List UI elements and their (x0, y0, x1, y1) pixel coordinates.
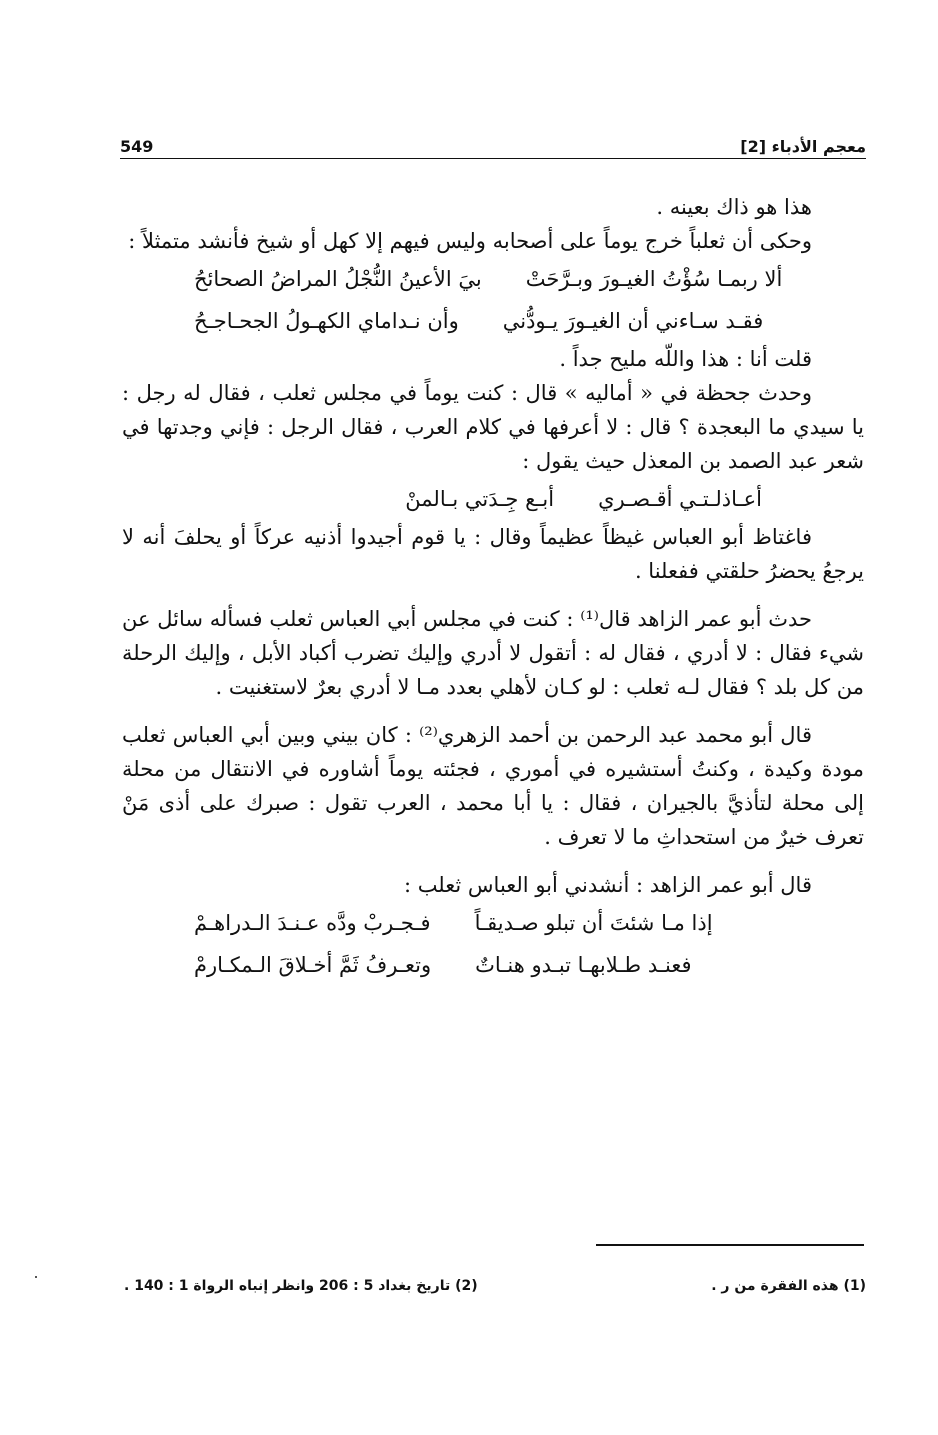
paragraph: هذا هو ذاك بعينه . (656, 195, 812, 219)
paragraph: قلت أنا : هذا واللّه مليح جداً . (559, 347, 812, 371)
verse-first-hemistich: فقـد سـاءني أن الغيـورَ يـودُّني (502, 309, 764, 333)
verse-line (122, 258, 864, 300)
verse-second-hemistich: وتعـرفُ ثَمَّ أخـلاقَ الـمكـارمْ (194, 953, 432, 977)
footnote-1: (1) هذه الفقرة من ر . (711, 1278, 866, 1294)
verse-second-hemistich: فـجـربْ ودَّه عـنـدَ الـدراهـمْ (194, 911, 431, 935)
verse-second-hemistich: أبـع جِـدَتي بـالمنْ (405, 487, 555, 511)
verse-second-hemistich: وأن نـداماي الكهـولُ الجحـاجـحُ (194, 309, 459, 333)
verse-first-hemistich: إذا مـا شئتَ أن تبلو صـديقـاً (474, 911, 713, 935)
paragraph: قال أبو عمر الزاهد : أنشدني أبو العباس ثعلب : (403, 873, 812, 897)
book-title: معجم الأدباء [2] (740, 137, 866, 156)
footnotes (124, 1278, 866, 1294)
footnote-rule (596, 1244, 864, 1246)
paragraph: فاغتاظ أبو العباس غيظاً عظيماً وقال : يا قوم أجيدوا أذنيه عركاً أو يحلفَ أنه لا يرجعُ يحضرُ حلقتي ففعلنا . (122, 525, 864, 583)
verse-line (122, 300, 864, 342)
verse-first-hemistich: فعنـد طـلابهـا تبـدو هنـاتٌ (475, 953, 692, 977)
header-rule (120, 158, 866, 159)
paragraph: وحدث جحظة في « أماليه » قال : كنت يوماً في مجلس ثعلب ، فقال له رجل : يا سيدي ما البعجدة ؟ قال : لا أعرفها في كلام العرب ، فقال الرجل : فإني وجدتها في شعر عبد الصمد بن المعذل حيث يقول : (122, 381, 864, 473)
scan-speck (35, 1276, 37, 1278)
paragraph: وحكى أن ثعلباً خرج يوماً على أصحابه وليس فيهم إلا كهل أو شيخ فأنشد متمثلاً : (128, 229, 812, 253)
verse-first-hemistich: ألا ربمـا سُؤْتُ الغيـورَ وبـرَّحَتْ (525, 267, 783, 291)
main-text (122, 190, 864, 986)
paragraph: حدث أبو عمر الزاهد قال⁽¹⁾ : كنت في مجلس أبي العباس ثعلب فسأله سائل عن شيء فقال : لا أدري ، فقال له : أتقول لا أدري وإليك تضرب أكباد الأبل ، وإليك الرحلة من كل بلد ؟ فقال لـه ثعلب : لو كـان لأهلي بعدد مـا لا أدري بعرٌ لاستغنيت . (122, 607, 864, 699)
verse-second-hemistich: بيَ الأعينُ النُّجْلُ المراضُ الصحائحُ (194, 267, 482, 291)
verse-line (122, 944, 864, 986)
footnote-2: (2) تاريخ بغداد 5 : 206 وانظر إنباه الرواة 1 : 140 . (124, 1278, 478, 1294)
paragraph: قال أبو محمد عبد الرحمن بن أحمد الزهري⁽²⁾ : كان بيني وبين أبي العباس ثعلب مودة وكيدة ، وكنتُ أستشيره في أموري ، فجئته يوماً أشاوره في الانتقال من محلة إلى محلة لتأذيَّ بالجيران ، فقال : يا أبا محمد ، العرب تقول : صبرك على أذى مَنْ تعرف خيرٌ من استحداثِ ما لا تعرف . (122, 723, 864, 849)
verse-line (122, 902, 864, 944)
verse-first-hemistich: أعـاذلـتـي أقـصـري (598, 487, 762, 511)
verse-line (122, 478, 864, 520)
running-header (120, 122, 866, 156)
page-number: 549 (120, 137, 154, 156)
